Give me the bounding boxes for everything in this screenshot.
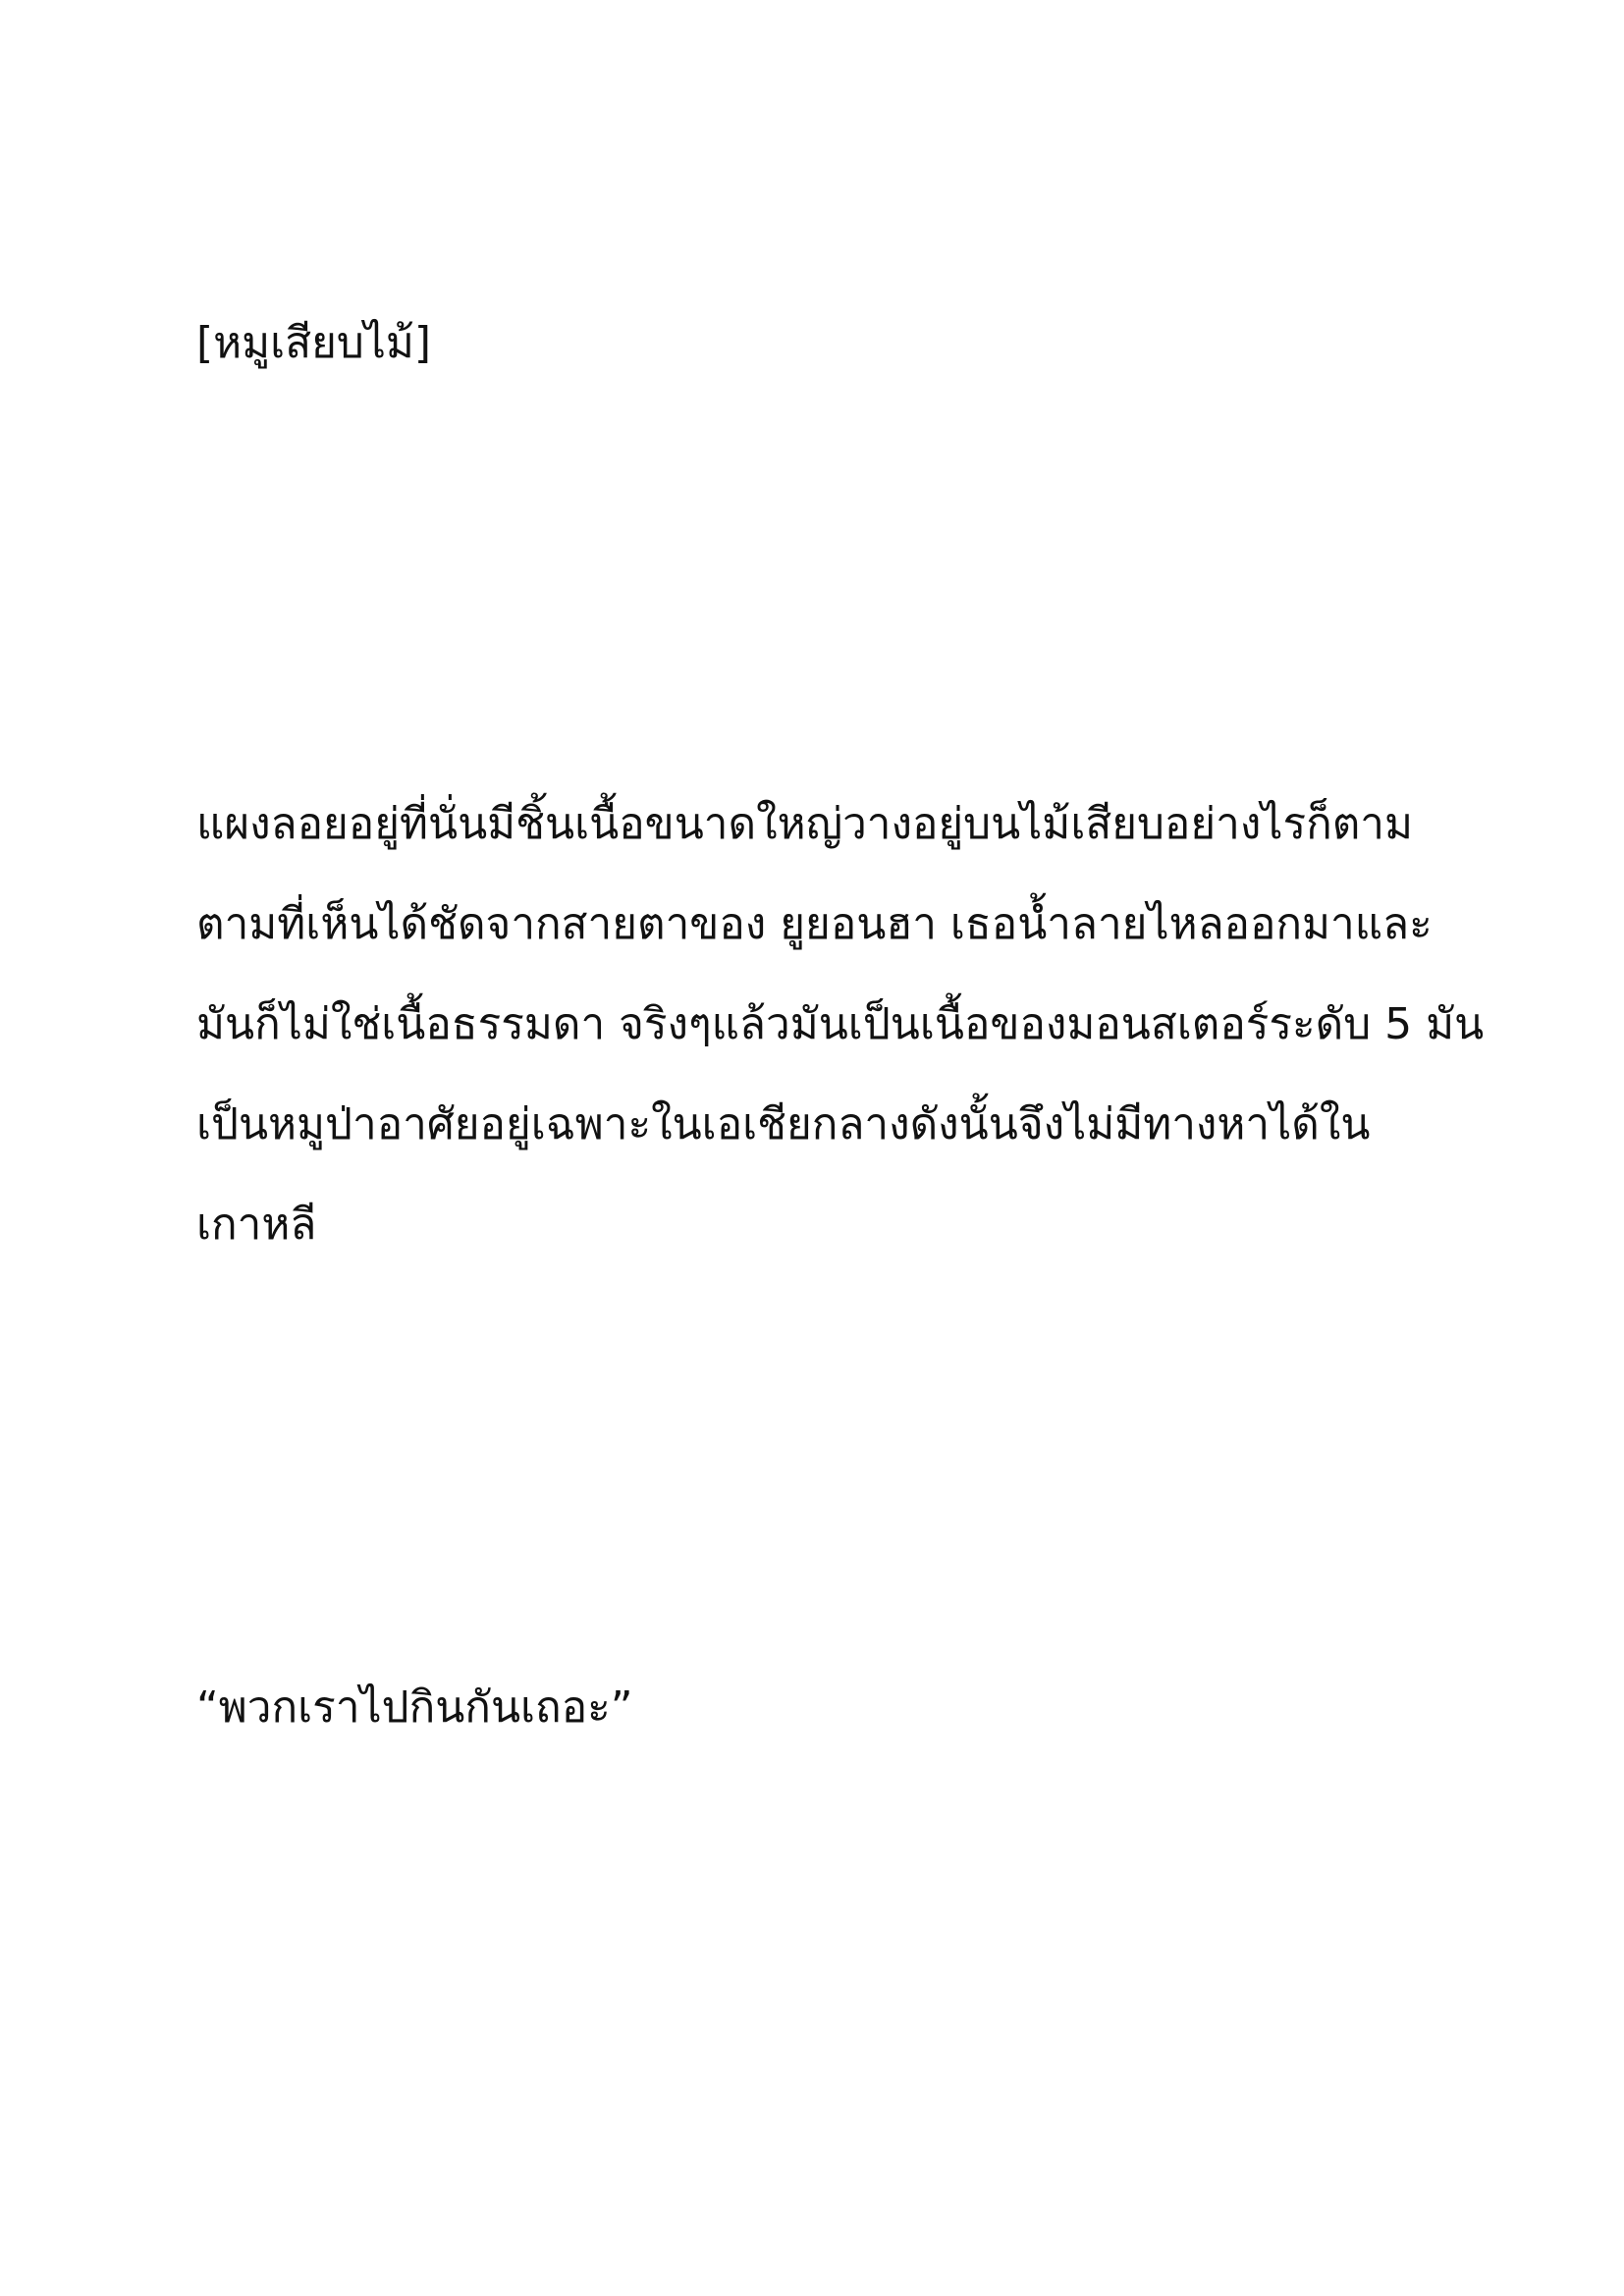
dialogue-line: “พวกเราไปกินกันเถอะ” [196,1682,633,1733]
paragraph-line: แผงลอยอยู่ที่นั่นมีชิ้นเนื้อขนาดใหญ่วางอยู่บนไม้เสียบอย่างไรก็ตาม [196,799,1414,849]
paragraph-line: ตามที่เห็นได้ชัดจากสายตาของ ยูยอนฮา เธอน้ำลายไหลออกมาและ [196,899,1433,949]
section-heading: [หมูเสียบไม้] [196,318,432,368]
paragraph-line: เกาหลี [196,1200,317,1250]
paragraph-line: มันก็ไม่ใช่เนื้อธรรมดา จริงๆแล้วมันเป็นเนื้อของมอนสเตอร์ระดับ 5 มัน [196,999,1485,1049]
paragraph-line: เป็นหมูป่าอาศัยอยู่เฉพาะในเอเชียกลางดังนั้นจึงไม่มีทางหาได้ใน [196,1099,1371,1149]
